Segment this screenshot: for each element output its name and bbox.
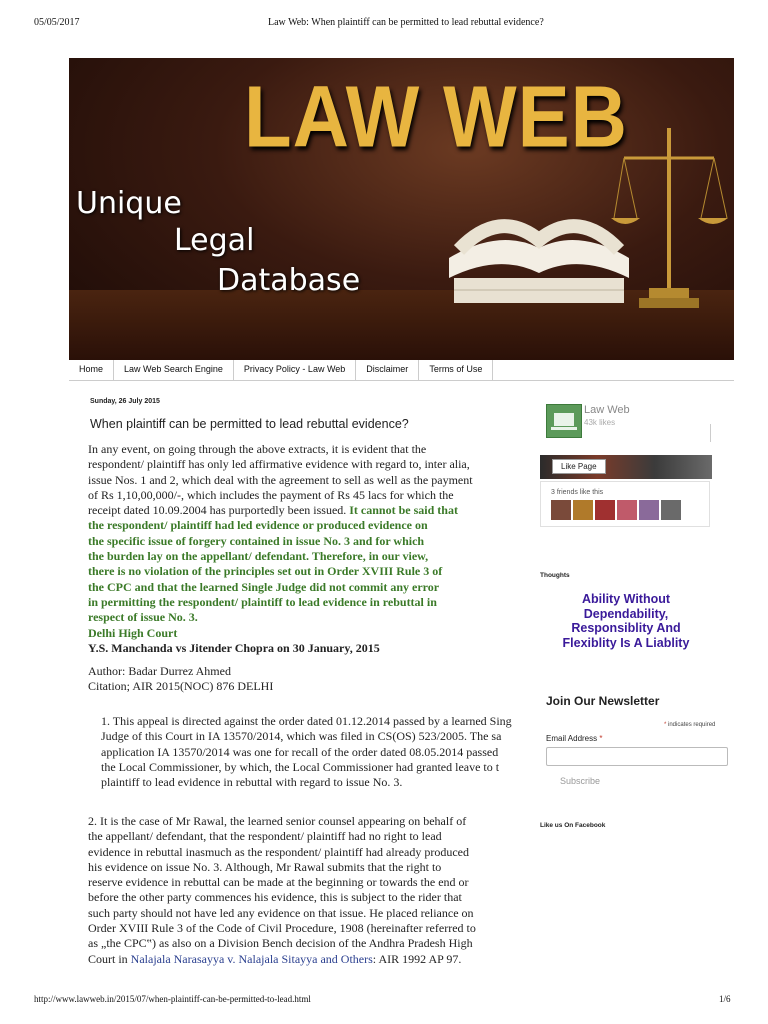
fb-page-widget[interactable]: [540, 398, 712, 446]
case-name: Y.S. Manchanda vs Jitender Chopra on 30 January, 2015: [88, 640, 380, 655]
top-navigation: [69, 360, 734, 381]
para1-line: 1. This appeal is directed against the order dated 01.12.2014 passed by a learned Sing: [101, 714, 512, 728]
highlight-line: the respondent/ plaintiff had led evidence or produced evidence on: [88, 518, 428, 533]
quote-line: Ability Without: [581, 592, 671, 606]
email-label: [546, 734, 603, 743]
highlight-line: the burden lay on the appellant/ defendant. Therefore, in our view,: [88, 549, 429, 564]
nav-disclaimer[interactable]: Disclaimer: [356, 360, 419, 380]
para2-line: reserve evidence in rebuttal can be made at the beginning or towards the end or: [88, 875, 469, 890]
avatar[interactable]: [551, 500, 571, 520]
highlight-line: the specific issue of forgery contained in issue No. 3 and for which: [88, 533, 425, 548]
fb-page-likes: 43k likes: [584, 418, 616, 427]
para2-line: : AIR 1992 AP 97.: [372, 951, 462, 966]
print-date: 05/05/2017: [34, 17, 80, 28]
quote-line: Flexiblity Is A Liablity: [562, 635, 690, 650]
highlight-line: in permitting the respondent/ plaintiff to lead evidence in rebuttal in: [88, 594, 437, 609]
nav-home[interactable]: Home: [69, 360, 114, 380]
citation-line: Citation; AIR 2015(NOC) 876 DELHI: [88, 679, 274, 694]
intro-line: In any event, on going through the above extracts, it is evident that the: [88, 442, 427, 456]
avatar[interactable]: [617, 500, 637, 520]
para2-line: before the other party commences his evidence, this is subject to the rider that: [88, 890, 462, 905]
avatar[interactable]: [639, 500, 659, 520]
nav-terms-of-use[interactable]: Terms of Use: [419, 360, 493, 380]
avatar[interactable]: [573, 500, 593, 520]
avatar[interactable]: [595, 500, 615, 520]
highlight-line: respect of issue No. 3.: [88, 610, 198, 625]
like-page-button[interactable]: Like Page: [552, 459, 606, 474]
para1-line: plaintiff to lead evidence in rebuttal with regard to issue No. 3.: [101, 775, 403, 790]
print-title: Law Web: When plaintiff can be permitted to lead rebuttal evidence?: [268, 17, 544, 28]
highlight-line: the CPC and that the learned Single Judge did not commit any error: [88, 579, 440, 594]
required-note-text: indicates required: [668, 722, 716, 728]
intro-line: issue Nos. 1 and 2, which deal with the agreement to sell as well as the payment: [88, 472, 473, 487]
thought-quote: [544, 592, 708, 650]
para1-line: Judge of this Court in IA 13570/2014, which was filed in CS(OS) 523/2005. The sa: [101, 729, 502, 744]
intro-line: respondent/ plaintiff has only led affirmative evidence with regard to, inter alia,: [88, 457, 470, 472]
post-title[interactable]: When plaintiff can be permitted to lead rebuttal evidence?: [90, 417, 409, 431]
fb-page-name[interactable]: Law Web: [584, 404, 630, 416]
required-asterisk-icon: *: [664, 722, 667, 728]
footer-page-number: 1/6: [719, 994, 731, 1004]
required-note: [664, 722, 715, 728]
scales-of-justice-icon: [609, 118, 729, 318]
quote-line: Dependability,: [583, 606, 669, 621]
friend-avatars: [551, 500, 681, 520]
subscribe-button[interactable]: Subscribe: [560, 776, 601, 786]
email-input[interactable]: [546, 747, 728, 766]
banner-title: LAW WEB: [244, 67, 628, 166]
newsletter-heading: Join Our Newsletter: [546, 694, 660, 708]
paragraph-1: [101, 714, 521, 790]
facebook-heading: Like us On Facebook: [540, 822, 606, 829]
highlight-start: It cannot be said that: [346, 503, 458, 518]
para1-line: application IA 13570/2014 was one for recall of the order dated 08.05.2014 passed: [101, 744, 499, 759]
paragraph-2: [88, 814, 518, 967]
highlight-line: there is no violation of the principles set out in Order XVIII Rule 3 of: [88, 564, 443, 579]
para2-line: his evidence on issue No. 3. Although, Mr Rawal submits that the right to: [88, 859, 442, 874]
intro-line: of Rs 1,10,00,000/-, which includes the payment of Rs 45 lacs for which the: [88, 487, 454, 502]
court-name: Delhi High Court: [88, 625, 178, 640]
nav-search-engine[interactable]: Law Web Search Engine: [114, 360, 234, 380]
para2-line: the appellant/ defendant, that the respondent/ plaintiff had no right to lead: [88, 829, 442, 844]
fb-friends-box: [540, 481, 710, 527]
thoughts-heading: Thoughts: [540, 572, 570, 579]
para2-line: such party should not have led any evidence on that issue. He placed reliance on: [88, 905, 474, 920]
author-line: Author: Badar Durrez Ahmed: [88, 664, 231, 679]
post-intro: [88, 442, 518, 695]
para2-line: Order XVIII Rule 3 of the Code of Civil Procedure, 1908 (hereinafter referred to: [88, 921, 476, 936]
footer-url[interactable]: http://www.lawweb.in/2015/07/when-plaintiff-can-be-permitted-to-lead.html: [34, 994, 311, 1004]
quote-line: Responsiblity And: [571, 621, 681, 635]
site-banner[interactable]: [69, 58, 734, 360]
para2-line: Court in: [88, 951, 131, 966]
nav-privacy-policy[interactable]: Privacy Policy - Law Web: [234, 360, 356, 380]
banner-tagline-2: Legal: [174, 223, 255, 258]
divider: [710, 424, 711, 442]
fb-cover-photo: [540, 455, 712, 479]
case-link[interactable]: Nalajala Narasayya v. Nalajala Sitayya and Others: [130, 951, 373, 966]
banner-tagline-1: Unique: [76, 186, 182, 221]
fb-friends-count: 3 friends like this: [551, 489, 604, 496]
avatar[interactable]: [661, 500, 681, 520]
para2-line: as „the CPC‟) as also on a Division Bench decision of the Andhra Pradesh High: [88, 936, 473, 951]
para1-line: the Local Commissioner, by which, the Local Commissioner had granted leave to t: [101, 759, 500, 774]
post-date: Sunday, 26 July 2015: [90, 398, 160, 405]
para2-line: 2. It is the case of Mr Rawal, the learned senior counsel appearing on behalf of: [88, 814, 467, 828]
laptop-icon: [546, 404, 582, 438]
email-label-text: Email Address: [546, 734, 598, 743]
para2-line: evidence in rebuttal inasmuch as the respondent/ plaintiff had already produced: [88, 844, 469, 859]
intro-line: receipt dated 10.09.2004 has purportedly been issued.: [88, 503, 347, 518]
required-asterisk-icon: *: [599, 734, 603, 743]
banner-tagline-3: Database: [217, 263, 361, 298]
